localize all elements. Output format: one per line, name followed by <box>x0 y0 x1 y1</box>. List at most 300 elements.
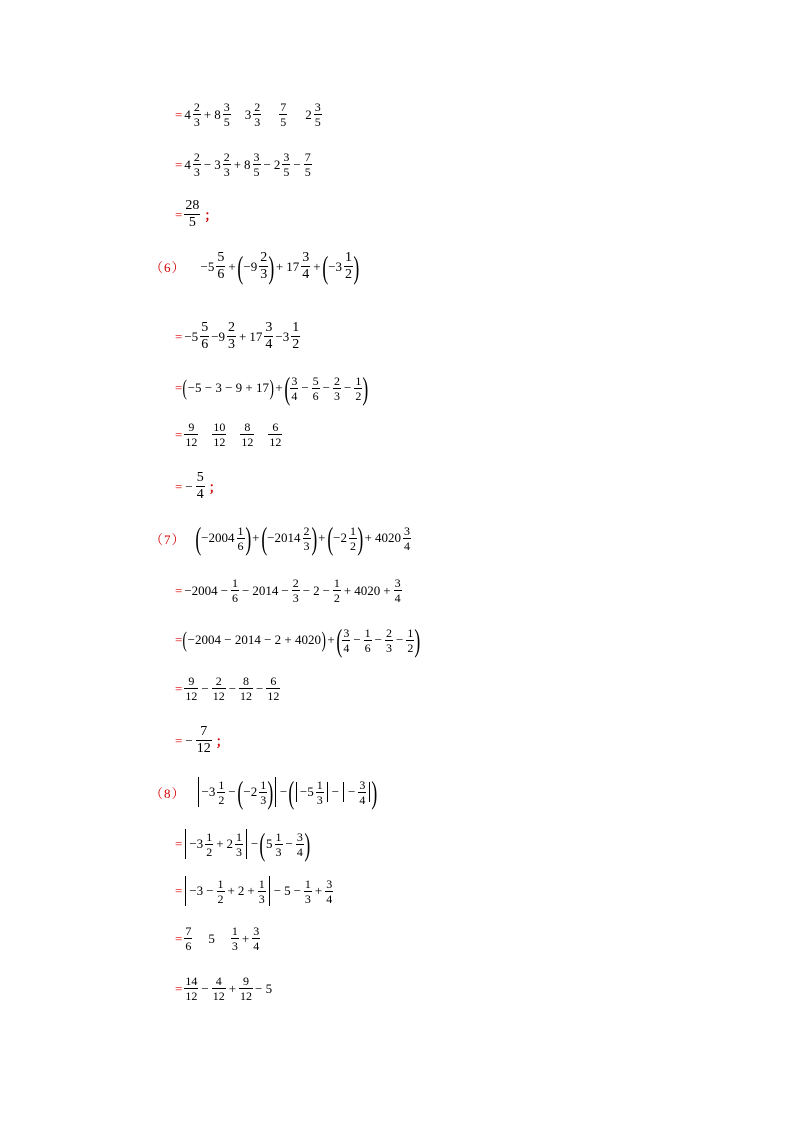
fraction <box>316 778 324 807</box>
numerator: 1 <box>292 320 300 335</box>
fraction <box>239 674 253 703</box>
denominator: 3 <box>254 115 261 129</box>
left-paren: ( <box>321 248 328 285</box>
whole-number: 5 <box>284 883 291 898</box>
denominator: 3 <box>258 891 265 906</box>
whole-number: −5 <box>299 784 314 799</box>
fraction <box>184 420 198 449</box>
numerator: 3 <box>394 576 401 590</box>
abs-bar <box>198 777 199 807</box>
denominator: 4 <box>404 538 411 553</box>
step-line <box>175 320 301 353</box>
fraction <box>325 877 333 906</box>
whole-number: −9 <box>243 258 258 274</box>
numerator: 1 <box>407 625 414 640</box>
abs-bar <box>327 782 328 802</box>
fraction <box>212 420 226 449</box>
whole-number: 2 <box>313 582 320 598</box>
operator: − <box>348 784 356 799</box>
step-line <box>175 470 222 503</box>
operator: − <box>201 980 209 996</box>
operator: − <box>322 380 331 395</box>
numerator: 5 <box>201 320 209 335</box>
operator: − <box>374 632 383 647</box>
numerator: 1 <box>316 777 323 792</box>
fraction <box>184 674 198 703</box>
left-paren: ( <box>194 520 201 556</box>
step-line <box>175 576 403 605</box>
denominator: 12 <box>240 989 253 1003</box>
operator: + <box>275 258 284 274</box>
fraction <box>314 100 322 129</box>
numerator: 1 <box>237 523 244 538</box>
numerator: 3 <box>326 876 333 891</box>
numerator: 7 <box>185 924 192 938</box>
integer-group: −5 − 3 − 9 + 17 <box>187 380 269 395</box>
whole-number: −3 <box>328 258 343 274</box>
denominator: 2 <box>407 640 414 655</box>
fraction <box>344 250 353 283</box>
operator: + <box>383 582 391 598</box>
fraction <box>296 830 304 859</box>
whole-number: 17 <box>286 258 300 274</box>
operator: − <box>256 680 264 696</box>
fraction <box>216 250 225 283</box>
numerator: 1 <box>236 829 243 844</box>
abs-bar <box>369 782 370 802</box>
whole-number: 5 <box>266 836 273 851</box>
problem-line <box>150 250 359 283</box>
whole-number: −3 <box>275 328 290 344</box>
whole-number: 3 <box>244 106 252 122</box>
fraction <box>279 100 287 129</box>
equals-sign: = <box>175 582 183 598</box>
operator: − <box>185 478 193 494</box>
abs-bar <box>343 782 344 802</box>
denominator: 6 <box>312 388 319 403</box>
fraction <box>303 524 311 553</box>
denominator: 5 <box>314 115 321 129</box>
operator: − <box>331 784 340 799</box>
fraction <box>268 420 282 449</box>
numerator: 3 <box>283 150 290 164</box>
operator: − <box>344 380 352 395</box>
numerator: 28 <box>185 198 200 213</box>
denominator: 4 <box>343 640 350 655</box>
problem-line <box>150 776 377 808</box>
whole-number: 8 <box>244 156 251 172</box>
denominator: 6 <box>364 640 371 655</box>
fraction <box>292 576 300 605</box>
denominator: 4 <box>326 891 333 906</box>
operator: − <box>301 380 309 395</box>
operator: + <box>203 106 212 122</box>
problem-number: （8） <box>150 785 186 801</box>
left-paren: ( <box>284 370 290 406</box>
fraction <box>259 778 267 807</box>
numerator: 6 <box>272 420 279 434</box>
fraction <box>223 150 231 179</box>
operator: + <box>228 258 236 274</box>
numerator: 9 <box>243 974 250 988</box>
numerator: 7 <box>280 100 287 114</box>
numerator: 2 <box>386 625 393 640</box>
numerator: 2 <box>215 674 222 688</box>
numerator: 5 <box>312 373 319 388</box>
denominator: 12 <box>196 741 211 756</box>
step-line <box>175 624 420 656</box>
whole-number: 2 <box>237 883 245 898</box>
denominator: 3 <box>304 891 311 906</box>
operator: − <box>273 883 282 898</box>
step-line <box>175 974 273 1003</box>
numerator: 8 <box>244 420 251 434</box>
denominator: 4 <box>296 844 303 859</box>
fraction <box>184 198 200 231</box>
equals-sign: = <box>175 106 183 122</box>
operator: − <box>353 632 361 647</box>
denominator: 3 <box>193 115 200 129</box>
fraction <box>252 924 260 953</box>
integer-group: −2004 − 2014 − 2 + 4020 <box>187 632 321 647</box>
operator: + <box>247 883 255 898</box>
numerator: 7 <box>200 724 208 739</box>
fraction <box>342 626 350 655</box>
step-line <box>175 420 283 449</box>
denominator: 6 <box>217 267 225 282</box>
denominator: 4 <box>302 267 310 282</box>
whole-number: 4020 <box>375 530 402 545</box>
denominator: 2 <box>292 337 300 352</box>
operator: − <box>263 156 271 172</box>
numerator: 10 <box>213 420 226 434</box>
denominator: 2 <box>345 267 353 282</box>
denominator: 3 <box>275 844 282 859</box>
numerator: 9 <box>188 674 195 688</box>
denominator: 12 <box>212 989 225 1003</box>
operator: − <box>293 883 301 898</box>
numerator: 1 <box>218 777 225 792</box>
numerator: 14 <box>185 974 198 988</box>
step-line <box>175 100 323 129</box>
fraction <box>266 674 280 703</box>
numerator: 2 <box>292 576 299 590</box>
numerator: 2 <box>254 100 261 114</box>
right-paren: ) <box>244 520 251 556</box>
right-paren: ) <box>269 375 274 400</box>
numerator: 3 <box>265 320 273 335</box>
numerator: 3 <box>223 100 230 114</box>
denominator: 4 <box>265 337 273 352</box>
fraction <box>394 576 402 605</box>
numerator: 1 <box>355 373 362 388</box>
equals-sign: = <box>175 680 183 696</box>
semicolon: ； <box>215 734 229 749</box>
whole-number: 2 <box>273 156 281 172</box>
numerator: 1 <box>206 829 213 844</box>
fraction <box>291 320 300 353</box>
denominator: 6 <box>201 337 209 352</box>
equals-sign: = <box>175 632 183 647</box>
step-line <box>175 150 313 179</box>
equals-sign: = <box>175 836 183 851</box>
fraction <box>217 877 225 906</box>
fraction <box>212 974 226 1003</box>
fraction <box>333 374 341 403</box>
numerator: 3 <box>253 924 260 938</box>
denominator: 12 <box>185 989 198 1003</box>
whole-number: −5 <box>184 328 199 344</box>
operator: − <box>206 883 214 898</box>
operator: + <box>313 258 321 274</box>
fraction <box>217 778 225 807</box>
numerator: 1 <box>333 576 340 590</box>
fraction <box>304 150 312 179</box>
denominator: 3 <box>316 792 323 807</box>
numerator: 1 <box>350 523 357 538</box>
numerator: 2 <box>303 523 310 538</box>
denominator: 2 <box>350 538 357 553</box>
abs-bar <box>185 876 186 906</box>
fraction <box>196 470 205 503</box>
operator: + <box>233 156 242 172</box>
whole-number: 17 <box>249 328 263 344</box>
denominator: 3 <box>334 388 341 403</box>
numerator: 3 <box>343 625 350 640</box>
fraction <box>212 674 226 703</box>
fraction <box>406 626 414 655</box>
numerator: 6 <box>270 674 277 688</box>
numerator: 1 <box>304 876 311 891</box>
fraction <box>275 830 283 859</box>
denominator: 4 <box>394 591 401 605</box>
operator: + <box>343 582 352 598</box>
fraction <box>184 924 192 953</box>
denominator: 4 <box>196 487 204 502</box>
operator: − <box>396 632 404 647</box>
fraction <box>282 150 290 179</box>
denominator: 2 <box>333 591 340 605</box>
whole-number: 8 <box>214 106 221 122</box>
abs-bar <box>185 829 186 859</box>
denominator: 12 <box>212 689 225 703</box>
whole-number: −9 <box>211 328 226 344</box>
equals-sign: = <box>175 980 183 996</box>
operator: − <box>322 582 330 598</box>
whole-number: 2014 <box>252 582 279 598</box>
denominator: 5 <box>223 115 230 129</box>
denominator: 5 <box>304 165 311 179</box>
numerator: 5 <box>217 250 225 265</box>
step-line <box>175 924 261 953</box>
whole-number: −2 <box>333 530 348 545</box>
problem-line <box>150 522 412 554</box>
whole-number: −2004 <box>201 530 235 545</box>
fraction <box>253 100 261 129</box>
fraction <box>312 374 320 403</box>
equals-sign: = <box>175 380 183 395</box>
whole-number: 2 <box>226 836 234 851</box>
left-paren: ( <box>182 375 188 400</box>
numerator: 2 <box>223 150 230 164</box>
operator: + <box>252 530 260 545</box>
denominator: 12 <box>185 435 198 449</box>
abs-bar <box>275 777 276 807</box>
whole-number: −2 <box>243 784 258 799</box>
numerator: 3 <box>359 777 366 792</box>
operator: − <box>201 680 209 696</box>
left-paren: ( <box>259 826 266 862</box>
denominator: 3 <box>386 640 393 655</box>
numerator: 2 <box>193 150 200 164</box>
fraction <box>264 320 273 353</box>
operator: − <box>302 582 311 598</box>
step-line <box>175 372 368 404</box>
denominator: 4 <box>359 792 366 807</box>
whole-number: 3 <box>214 156 221 172</box>
left-paren: ( <box>260 520 267 556</box>
fraction <box>403 524 411 553</box>
right-paren: ) <box>268 248 275 285</box>
problem-number: （6） <box>150 260 186 275</box>
denominator: 6 <box>232 591 239 605</box>
step-line <box>175 198 217 231</box>
numerator: 3 <box>404 523 411 538</box>
equals-sign: = <box>175 478 183 494</box>
numerator: 3 <box>296 829 303 844</box>
equals-sign: = <box>175 930 183 946</box>
whole-number: −3 <box>189 836 204 851</box>
left-paren: ( <box>336 622 342 658</box>
right-paren: ) <box>357 520 364 556</box>
numerator: 1 <box>258 876 265 891</box>
operator: − <box>185 732 193 748</box>
whole-number: − 5 <box>255 980 273 996</box>
semicolon: ； <box>204 208 218 223</box>
denominator: 3 <box>193 165 200 179</box>
equals-sign: = <box>175 732 183 748</box>
fraction <box>205 830 213 859</box>
denominator: 6 <box>237 538 244 553</box>
abs-bar <box>246 829 247 859</box>
numerator: 1 <box>260 777 267 792</box>
denominator: 3 <box>236 844 243 859</box>
operator: + <box>228 980 237 996</box>
denominator: 3 <box>260 792 267 807</box>
right-paren: ) <box>362 370 369 406</box>
fraction <box>239 974 253 1003</box>
fraction <box>258 877 266 906</box>
right-paren: ) <box>310 520 317 556</box>
left-paren: ( <box>237 774 243 810</box>
numerator: 5 <box>196 470 204 485</box>
problem-number: （7） <box>150 531 186 547</box>
right-paren: ) <box>353 248 360 285</box>
numerator: 1 <box>364 625 371 640</box>
denominator: 5 <box>283 165 290 179</box>
fraction <box>358 778 366 807</box>
operator: + <box>227 883 235 898</box>
denominator: 3 <box>223 165 230 179</box>
right-paren: ) <box>321 627 326 652</box>
fraction <box>253 150 261 179</box>
fraction <box>301 250 310 283</box>
operator: − <box>228 680 237 696</box>
fraction <box>184 974 198 1003</box>
denominator: 12 <box>267 689 280 703</box>
fraction <box>240 420 254 449</box>
whole-number: 4 <box>184 106 191 122</box>
denominator: 2 <box>206 844 213 859</box>
denominator: 4 <box>253 939 260 953</box>
fraction <box>193 100 201 129</box>
numerator: 7 <box>304 150 311 164</box>
denominator: 2 <box>217 891 224 906</box>
fraction <box>200 320 209 353</box>
equals-sign: = <box>175 206 183 222</box>
equals-sign: = <box>175 156 183 172</box>
denominator: 5 <box>280 115 287 129</box>
numerator: 3 <box>291 373 298 388</box>
operator: + <box>239 328 247 344</box>
operator: + <box>216 836 224 851</box>
denominator: 12 <box>241 435 254 449</box>
step-line <box>175 674 281 703</box>
operator: − <box>228 784 236 799</box>
left-paren: ( <box>182 627 188 652</box>
denominator: 2 <box>355 388 362 403</box>
operator: − <box>251 836 259 851</box>
fraction <box>196 724 212 757</box>
whole-number: −2004 <box>184 582 218 598</box>
denominator: 5 <box>253 165 260 179</box>
left-paren: ( <box>288 774 295 810</box>
denominator: 12 <box>269 435 282 449</box>
denominator: 2 <box>218 792 225 807</box>
step-line <box>175 724 229 757</box>
numerator: 1 <box>232 576 239 590</box>
fraction <box>193 150 201 179</box>
operator: + <box>275 380 283 395</box>
fraction <box>304 877 312 906</box>
right-paren: ) <box>304 826 311 862</box>
operator: + <box>314 883 323 898</box>
numerator: 3 <box>314 100 321 114</box>
numerator: 4 <box>215 974 222 988</box>
fraction <box>354 374 362 403</box>
right-paren: ) <box>414 622 421 658</box>
numerator: 2 <box>334 373 341 388</box>
fraction <box>237 524 245 553</box>
abs-bar <box>296 782 297 802</box>
denominator: 6 <box>185 939 192 953</box>
numerator: 8 <box>243 674 250 688</box>
numerator: 1 <box>217 876 224 891</box>
operator: − <box>281 582 289 598</box>
fraction <box>333 576 341 605</box>
fraction <box>385 626 393 655</box>
numerator: 1 <box>231 924 238 938</box>
denominator: 3 <box>292 591 299 605</box>
fraction <box>223 100 231 129</box>
fraction <box>227 320 236 353</box>
numerator: 3 <box>302 250 310 265</box>
semicolon: ； <box>208 480 222 495</box>
numerator: 2 <box>260 250 268 265</box>
fraction <box>231 576 239 605</box>
whole-number: 4020 <box>354 582 381 598</box>
whole-number: −3 <box>189 883 204 898</box>
